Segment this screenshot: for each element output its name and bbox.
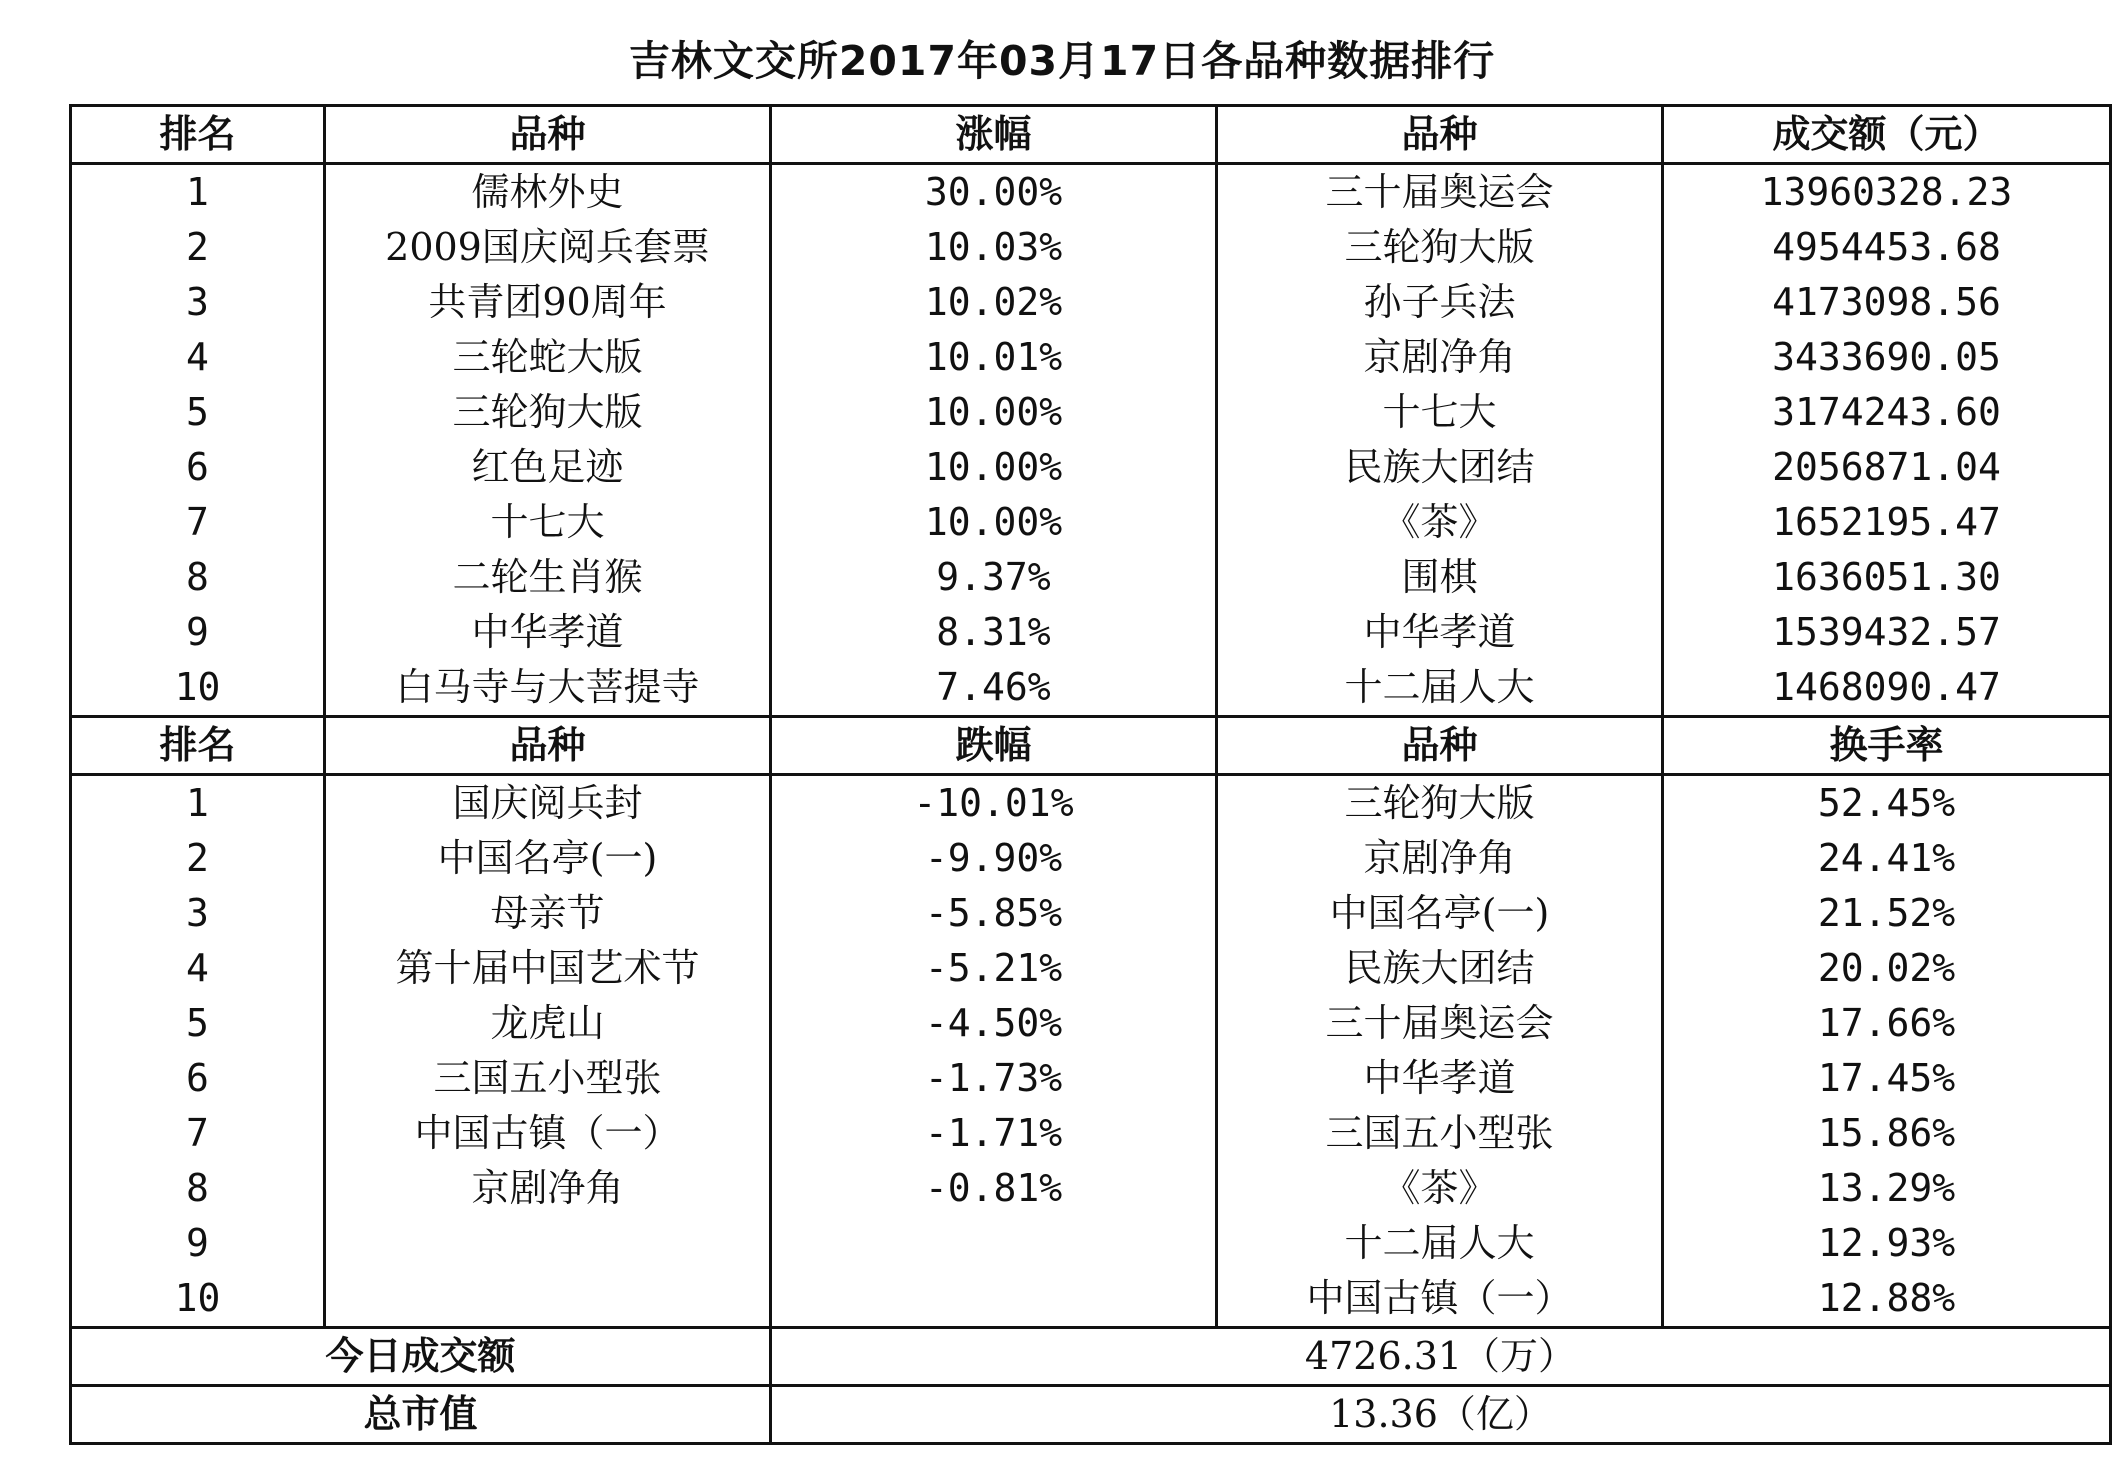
table-row — [71, 1106, 2111, 1161]
gain-cell: 7.46% — [771, 660, 1217, 717]
loser-name-cell: 第十届中国艺术节 — [325, 941, 771, 996]
header-variety: 品种 — [1217, 717, 1663, 775]
rank-cell: 6 — [71, 440, 325, 495]
turnover-cell: 17.66% — [1663, 996, 2111, 1051]
loss-cell: -1.71% — [771, 1106, 1217, 1161]
turnover-name-cell: 京剧净角 — [1217, 831, 1663, 886]
header-turnover: 换手率 — [1663, 717, 2111, 775]
volume-name-cell: 围棋 — [1217, 550, 1663, 605]
turnover-name-cell: 三国五小型张 — [1217, 1106, 1663, 1161]
table-row — [71, 605, 2111, 660]
rank-cell: 10 — [71, 1271, 325, 1328]
gainer-name-cell: 三轮蛇大版 — [325, 330, 771, 385]
gain-cell: 30.00% — [771, 164, 1217, 221]
volume-name-cell: 中华孝道 — [1217, 605, 1663, 660]
turnover-name-cell: 《茶》 — [1217, 1161, 1663, 1216]
rank-cell: 1 — [71, 164, 325, 221]
header-rank: 排名 — [71, 717, 325, 775]
loser-name-cell: 母亲节 — [325, 886, 771, 941]
amount-cell: 3174243.60 — [1663, 385, 2111, 440]
amount-cell: 3433690.05 — [1663, 330, 2111, 385]
header-variety: 品种 — [325, 106, 771, 164]
turnover-name-cell: 三轮狗大版 — [1217, 775, 1663, 832]
loss-cell: -0.81% — [771, 1161, 1217, 1216]
header-amount: 成交额（元） — [1663, 106, 2111, 164]
gainer-name-cell: 中华孝道 — [325, 605, 771, 660]
loss-cell: -4.50% — [771, 996, 1217, 1051]
gainers-header-row — [71, 106, 2111, 164]
gainer-name-cell: 十七大 — [325, 495, 771, 550]
table-row — [71, 495, 2111, 550]
turnover-name-cell: 中国名亭(一) — [1217, 886, 1663, 941]
header-variety: 品种 — [325, 717, 771, 775]
gainer-name-cell: 白马寺与大菩提寺 — [325, 660, 771, 717]
gain-cell: 10.03% — [771, 220, 1217, 275]
rank-cell: 7 — [71, 1106, 325, 1161]
table-row — [71, 660, 2111, 717]
loser-name-cell — [325, 1216, 771, 1271]
volume-name-cell: 十二届人大 — [1217, 660, 1663, 717]
rank-cell: 4 — [71, 330, 325, 385]
header-rank: 排名 — [71, 106, 325, 164]
turnover-cell: 17.45% — [1663, 1051, 2111, 1106]
ranking-table — [69, 104, 2112, 1445]
volume-name-cell: 孙子兵法 — [1217, 275, 1663, 330]
gainer-name-cell: 2009国庆阅兵套票 — [325, 220, 771, 275]
table-row — [71, 275, 2111, 330]
gainer-name-cell: 儒林外史 — [325, 164, 771, 221]
rank-cell: 7 — [71, 495, 325, 550]
table-row — [71, 941, 2111, 996]
amount-cell: 4173098.56 — [1663, 275, 2111, 330]
table-row — [71, 385, 2111, 440]
rank-cell: 1 — [71, 775, 325, 832]
loser-name-cell: 中国名亭(一) — [325, 831, 771, 886]
amount-cell: 1539432.57 — [1663, 605, 2111, 660]
header-loss: 跌幅 — [771, 717, 1217, 775]
amount-cell: 4954453.68 — [1663, 220, 2111, 275]
today-volume-label: 今日成交额 — [71, 1328, 771, 1386]
rank-cell: 3 — [71, 275, 325, 330]
table-row — [71, 1216, 2111, 1271]
volume-name-cell: 民族大团结 — [1217, 440, 1663, 495]
gain-cell: 10.00% — [771, 440, 1217, 495]
loss-cell: -1.73% — [771, 1051, 1217, 1106]
rank-cell: 8 — [71, 550, 325, 605]
rank-cell: 2 — [71, 831, 325, 886]
turnover-cell: 21.52% — [1663, 886, 2111, 941]
table-row — [71, 1161, 2111, 1216]
amount-cell: 2056871.04 — [1663, 440, 2111, 495]
loser-name-cell: 京剧净角 — [325, 1161, 771, 1216]
table-row — [71, 330, 2111, 385]
table-row — [71, 1051, 2111, 1106]
rank-cell: 6 — [71, 1051, 325, 1106]
loser-name-cell — [325, 1271, 771, 1328]
gain-cell: 9.37% — [771, 550, 1217, 605]
volume-name-cell: 《茶》 — [1217, 495, 1663, 550]
loss-cell: -5.21% — [771, 941, 1217, 996]
losers-header-row — [71, 717, 2111, 775]
rank-cell: 9 — [71, 605, 325, 660]
loss-cell: -10.01% — [771, 775, 1217, 832]
loss-cell — [771, 1271, 1217, 1328]
loser-name-cell: 三国五小型张 — [325, 1051, 771, 1106]
turnover-cell: 15.86% — [1663, 1106, 2111, 1161]
volume-name-cell: 三轮狗大版 — [1217, 220, 1663, 275]
header-gain: 涨幅 — [771, 106, 1217, 164]
rank-cell: 5 — [71, 385, 325, 440]
table-row — [71, 440, 2111, 495]
rank-cell: 10 — [71, 660, 325, 717]
gain-cell: 8.31% — [771, 605, 1217, 660]
loser-name-cell: 中国古镇（一） — [325, 1106, 771, 1161]
gainer-name-cell: 二轮生肖猴 — [325, 550, 771, 605]
gain-cell: 10.00% — [771, 495, 1217, 550]
market-cap-value: 13.36（亿） — [771, 1386, 2111, 1444]
turnover-name-cell: 民族大团结 — [1217, 941, 1663, 996]
table-row — [71, 1271, 2111, 1328]
volume-name-cell: 三十届奥运会 — [1217, 164, 1663, 221]
gain-cell: 10.01% — [771, 330, 1217, 385]
table-row — [71, 996, 2111, 1051]
page-title: 吉林文交所2017年03月17日各品种数据排行 — [628, 37, 1496, 85]
turnover-cell: 24.41% — [1663, 831, 2111, 886]
gain-cell: 10.02% — [771, 275, 1217, 330]
turnover-name-cell: 十二届人大 — [1217, 1216, 1663, 1271]
turnover-cell: 13.29% — [1663, 1161, 2111, 1216]
turnover-cell: 12.88% — [1663, 1271, 2111, 1328]
amount-cell: 1636051.30 — [1663, 550, 2111, 605]
volume-name-cell: 京剧净角 — [1217, 330, 1663, 385]
gainer-name-cell: 三轮狗大版 — [325, 385, 771, 440]
summary-row-today — [71, 1328, 2111, 1386]
turnover-name-cell: 三十届奥运会 — [1217, 996, 1663, 1051]
table-row — [71, 831, 2111, 886]
rank-cell: 5 — [71, 996, 325, 1051]
market-cap-label: 总市值 — [71, 1386, 771, 1444]
rank-cell: 9 — [71, 1216, 325, 1271]
table-row — [71, 164, 2111, 221]
rank-cell: 8 — [71, 1161, 325, 1216]
turnover-cell: 52.45% — [1663, 775, 2111, 832]
amount-cell: 13960328.23 — [1663, 164, 2111, 221]
loser-name-cell: 国庆阅兵封 — [325, 775, 771, 832]
loss-cell: -5.85% — [771, 886, 1217, 941]
rank-cell: 2 — [71, 220, 325, 275]
turnover-cell: 12.93% — [1663, 1216, 2111, 1271]
loser-name-cell: 龙虎山 — [325, 996, 771, 1051]
turnover-name-cell: 中国古镇（一） — [1217, 1271, 1663, 1328]
turnover-cell: 20.02% — [1663, 941, 2111, 996]
amount-cell: 1652195.47 — [1663, 495, 2111, 550]
gain-cell: 10.00% — [771, 385, 1217, 440]
turnover-name-cell: 中华孝道 — [1217, 1051, 1663, 1106]
rank-cell: 4 — [71, 941, 325, 996]
gainer-name-cell: 共青团90周年 — [325, 275, 771, 330]
volume-name-cell: 十七大 — [1217, 385, 1663, 440]
gainer-name-cell: 红色足迹 — [325, 440, 771, 495]
table-row — [71, 775, 2111, 832]
table-row — [71, 550, 2111, 605]
header-variety: 品种 — [1217, 106, 1663, 164]
table-row — [71, 886, 2111, 941]
table-row — [71, 220, 2111, 275]
summary-row-cap — [71, 1386, 2111, 1444]
loss-cell: -9.90% — [771, 831, 1217, 886]
rank-cell: 3 — [71, 886, 325, 941]
amount-cell: 1468090.47 — [1663, 660, 2111, 717]
today-volume-value: 4726.31（万） — [771, 1328, 2111, 1386]
loss-cell — [771, 1216, 1217, 1271]
